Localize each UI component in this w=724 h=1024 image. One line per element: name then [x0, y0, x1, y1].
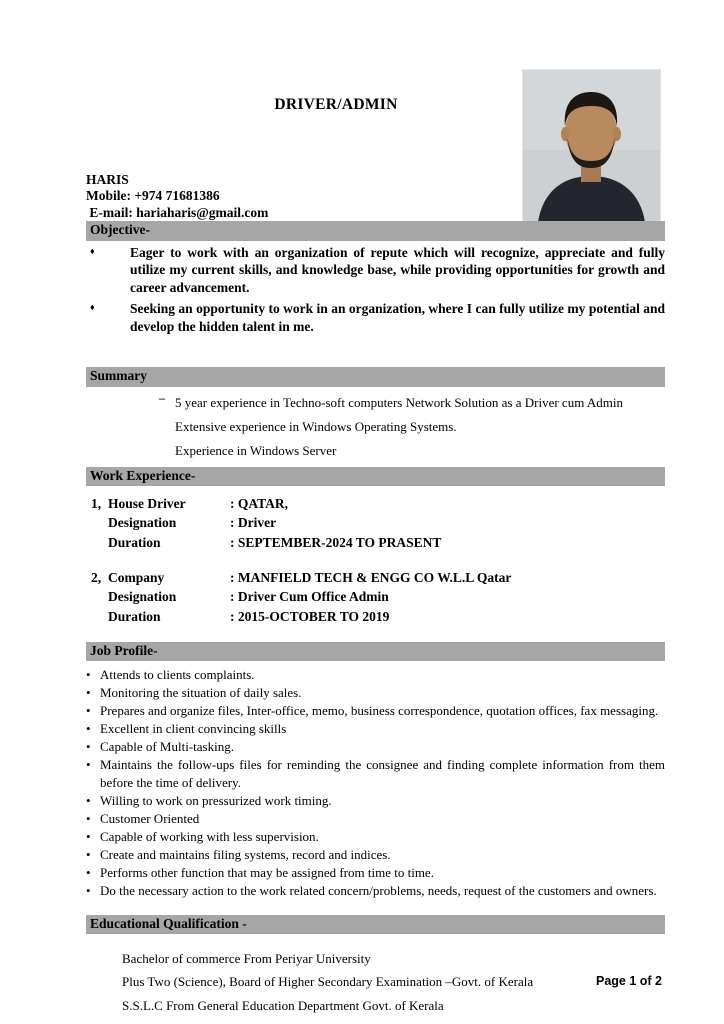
diamond-bullet-icon: ♦	[90, 302, 95, 313]
education-list	[86, 947, 665, 1017]
job-profile-item	[86, 702, 665, 720]
dot-bullet-icon: •	[86, 846, 91, 862]
job-profile-item-text: Attends to clients complaints.	[100, 667, 255, 683]
objective-item	[86, 244, 665, 297]
summary-item-text: 5 year experience in Techno-soft computers Network Solution as a Driver cum Admin	[175, 394, 623, 410]
work-entry	[86, 494, 665, 553]
objective-item-text: Eager to work with an organization of repute which will recognize, appreciate and fully utilize my current skills, and knowledge base, while providing opportunities for growth and career advancement.	[130, 244, 665, 295]
job-profile-item-text: Customer Oriented	[100, 810, 200, 826]
work-row-label: House Driver	[108, 495, 186, 511]
document-content	[86, 0, 665, 1024]
page-title: DRIVER/ADMIN	[274, 96, 398, 113]
job-profile-list	[86, 666, 665, 899]
dot-bullet-icon: •	[86, 882, 91, 898]
work-row-label: Designation	[108, 589, 177, 605]
job-profile-item	[86, 666, 665, 684]
job-profile-item	[86, 810, 665, 828]
work-entry-number-spacer	[86, 587, 108, 607]
section-heading-job-profile: Job Profile-	[86, 642, 665, 661]
dot-bullet-icon: •	[86, 739, 91, 755]
dot-bullet-icon: •	[86, 667, 91, 683]
work-entry-number-spacer	[86, 513, 108, 533]
dot-bullet-icon: •	[86, 792, 91, 808]
job-profile-item-text: Excellent in client convincing skills	[100, 721, 287, 737]
work-row	[86, 533, 665, 553]
section-heading-education: Educational Qualification -	[86, 915, 665, 934]
dot-bullet-icon: •	[86, 685, 91, 701]
section-heading-work-experience: Work Experience-	[86, 467, 665, 486]
dot-bullet-icon: •	[86, 703, 91, 719]
work-entry-number-spacer	[86, 607, 108, 627]
dot-bullet-icon: •	[86, 721, 91, 737]
job-profile-item	[86, 720, 665, 738]
work-row	[86, 607, 665, 627]
contact-name: HARIS	[86, 172, 129, 187]
job-profile-item-text: Prepares and organize files, Inter-office, memo, business correspondence, quotation offices, fax messaging.	[100, 703, 659, 719]
work-row-value: : 2015-OCTOBER TO 2019	[230, 608, 390, 624]
work-entry	[86, 568, 665, 627]
summary-item	[86, 439, 665, 463]
page-number: Page 1 of 2	[596, 974, 662, 988]
education-item: Bachelor of commerce From Periyar University	[122, 950, 371, 966]
work-row-value: : Driver	[230, 515, 277, 531]
section-heading-objective: Objective-	[86, 221, 665, 240]
job-profile-item	[86, 864, 665, 882]
objective-list	[86, 244, 665, 336]
contact-email: E-mail: hariaharis@gmail.com	[86, 204, 269, 220]
job-profile-item	[86, 684, 665, 702]
dot-bullet-icon: •	[86, 810, 91, 826]
job-profile-item	[86, 792, 665, 810]
job-profile-item-text: Performs other function that may be assigned from time to time.	[100, 864, 434, 880]
work-row-label: Duration	[108, 534, 161, 550]
section-heading-summary: Summary	[86, 367, 665, 386]
job-profile-item	[86, 756, 665, 792]
job-profile-item-text: Monitoring the situation of daily sales.	[100, 685, 302, 701]
job-profile-item-text: Create and maintains filing systems, record and indices.	[100, 846, 391, 862]
diamond-bullet-icon: ♦	[90, 245, 95, 256]
job-profile-item-text: Capable of Multi-tasking.	[100, 739, 234, 755]
objective-item	[86, 300, 665, 335]
job-profile-item	[86, 882, 665, 900]
job-profile-item-text: Capable of working with less supervision.	[100, 828, 319, 844]
job-profile-item-text: Maintains the follow-ups files for reminding the consignee and finding complete information from them before the time of delivery.	[100, 757, 665, 791]
job-profile-item	[86, 738, 665, 756]
contact-block	[86, 172, 665, 221]
dot-bullet-icon: •	[86, 828, 91, 844]
summary-item	[86, 415, 665, 439]
job-profile-item-text: Willing to work on pressurized work timing.	[100, 792, 332, 808]
work-row-value: : MANFIELD TECH & ENGG CO W.L.L Qatar	[230, 569, 512, 585]
work-row	[86, 513, 665, 533]
dot-bullet-icon: •	[86, 864, 91, 880]
summary-item-text: Experience in Windows Server	[175, 442, 337, 458]
objective-item-text: Seeking an opportunity to work in an organization, where I can fully utilize my potential and develop the hidden talent in me.	[130, 301, 665, 334]
job-profile-item	[86, 828, 665, 846]
job-profile-item-text: Do the necessary action to the work related concern/problems, needs, request of the customers and owners.	[100, 882, 657, 898]
work-row-label: Company	[108, 569, 165, 585]
education-item: Plus Two (Science), Board of Higher Secondary Examination –Govt. of Kerala	[122, 974, 534, 990]
work-row-value: : SEPTEMBER-2024 TO PRASENT	[230, 534, 442, 550]
work-row-value: : QATAR,	[230, 495, 288, 511]
work-row-label: Duration	[108, 608, 161, 624]
work-row-label: Designation	[108, 515, 177, 531]
dash-bullet-icon: –	[159, 390, 165, 405]
job-profile-item	[86, 846, 665, 864]
work-row	[86, 587, 665, 607]
summary-item	[86, 391, 665, 415]
summary-list	[86, 391, 665, 463]
work-entry-number-spacer	[86, 533, 108, 553]
contact-mobile: Mobile: +974 71681386	[86, 188, 220, 204]
work-entry-number: 1,	[91, 495, 102, 511]
education-item: S.S.L.C From General Education Department Govt. of Kerala	[122, 997, 444, 1013]
work-entry-number: 2,	[91, 569, 102, 585]
work-row	[86, 494, 665, 514]
work-row-value: : Driver Cum Office Admin	[230, 589, 389, 605]
summary-item-text: Extensive experience in Windows Operating Systems.	[175, 418, 457, 434]
dot-bullet-icon: •	[86, 757, 91, 773]
work-row	[86, 568, 665, 588]
